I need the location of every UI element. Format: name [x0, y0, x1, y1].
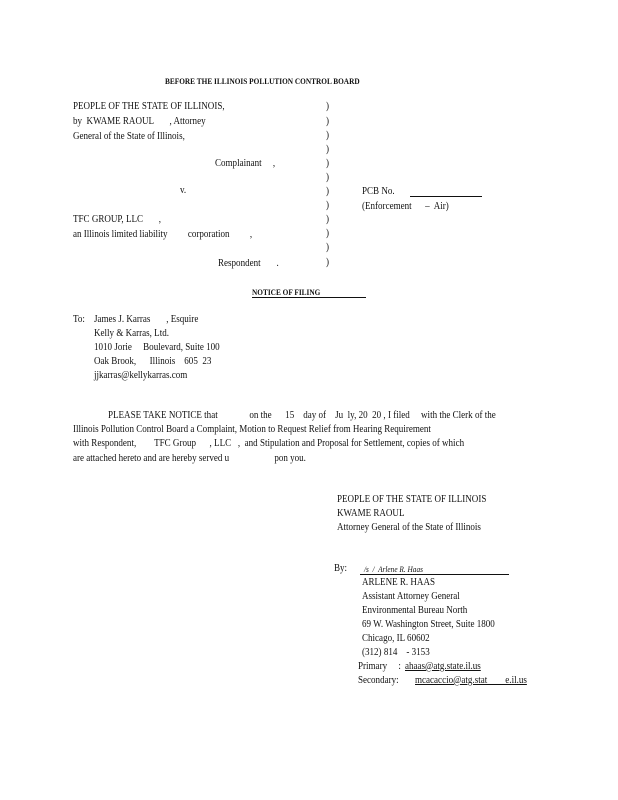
body-line-1: PLEASE TAKE NOTICE that on the 15 day of Ju ly, 20 20 , I filed with the Clerk of the	[108, 410, 496, 421]
respondent-label: Respondent .	[218, 258, 279, 269]
caption-paren: )	[326, 257, 330, 268]
caption-paren: )	[326, 130, 330, 141]
versus-label: v.	[180, 185, 187, 196]
caption-paren: )	[326, 200, 330, 211]
board-title: BEFORE THE ILLINOIS POLLUTION CONTROL BOARD	[165, 76, 360, 86]
signer-phone: (312) 814 - 3153	[362, 647, 430, 658]
caption-paren: )	[326, 214, 330, 225]
signature-org-3: Attorney General of the State of Illinois	[337, 522, 481, 533]
to-city: Oak Brook, Illinois 605 23	[94, 356, 212, 367]
primary-email-label: Primary :	[358, 661, 401, 672]
caption-paren: )	[326, 242, 330, 253]
notice-title: NOTICE OF FILING	[252, 287, 321, 297]
pcb-number-blank	[410, 196, 482, 197]
caption-paren: )	[326, 228, 330, 239]
signature: /s / Arlene R. Haas	[364, 564, 423, 574]
to-firm: Kelly & Karras, Ltd.	[94, 328, 169, 339]
secondary-email-label: Secondary:	[358, 675, 399, 686]
signer-bureau: Environmental Bureau North	[362, 605, 468, 616]
signer-name: ARLENE R. HAAS	[362, 577, 436, 588]
complainant-label: Complainant ,	[215, 158, 276, 169]
signer-title: Assistant Attorney General	[362, 591, 460, 602]
to-label: To:	[73, 314, 85, 325]
secondary-email-link[interactable]: mcacaccio@atg.stat e.il.us	[415, 675, 527, 686]
signer-street: 69 W. Washington Street, Suite 1800	[362, 619, 495, 630]
signature-line	[360, 574, 509, 575]
to-email: jjkarras@kellykarras.com	[94, 370, 188, 381]
respondent-line-2: an Illinois limited liability corporation ,	[73, 229, 253, 240]
enforcement-label: (Enforcement – Air)	[362, 201, 449, 212]
signature-org-2: KWAME RAOUL	[337, 508, 405, 519]
body-line-3: with Respondent, TFC Group , LLC , and Stipulation and Proposal for Settlement, copies of which	[73, 438, 465, 449]
respondent-line-1: TFC GROUP, LLC ,	[73, 214, 162, 225]
primary-email-link[interactable]: ahaas@atg.state.il.us	[405, 661, 481, 672]
pcb-number-label: PCB No.	[362, 186, 395, 197]
signer-city: Chicago, IL 60602	[362, 633, 430, 644]
plaintiff-line-1: PEOPLE OF THE STATE OF ILLINOIS,	[73, 101, 225, 112]
caption-paren: )	[326, 101, 330, 112]
by-label: By:	[334, 563, 348, 574]
to-name: James J. Karras , Esquire	[94, 314, 199, 325]
caption-paren: )	[326, 186, 330, 197]
caption-paren: )	[326, 116, 330, 127]
plaintiff-line-2: by KWAME RAOUL , Attorney	[73, 116, 206, 127]
caption-paren: )	[326, 144, 330, 155]
signature-org-1: PEOPLE OF THE STATE OF ILLINOIS	[337, 494, 487, 505]
body-line-4: are attached hereto and are hereby served u pon you.	[73, 453, 306, 464]
caption-paren: )	[326, 158, 330, 169]
notice-title-underline	[252, 297, 366, 298]
to-street: 1010 Jorie Boulevard, Suite 100	[94, 342, 220, 353]
caption-paren: )	[326, 172, 330, 183]
body-line-2: Illinois Pollution Control Board a Complaint, Motion to Request Relief from Hearing Requirement	[73, 424, 431, 435]
plaintiff-line-3: General of the State of Illinois,	[73, 131, 185, 142]
